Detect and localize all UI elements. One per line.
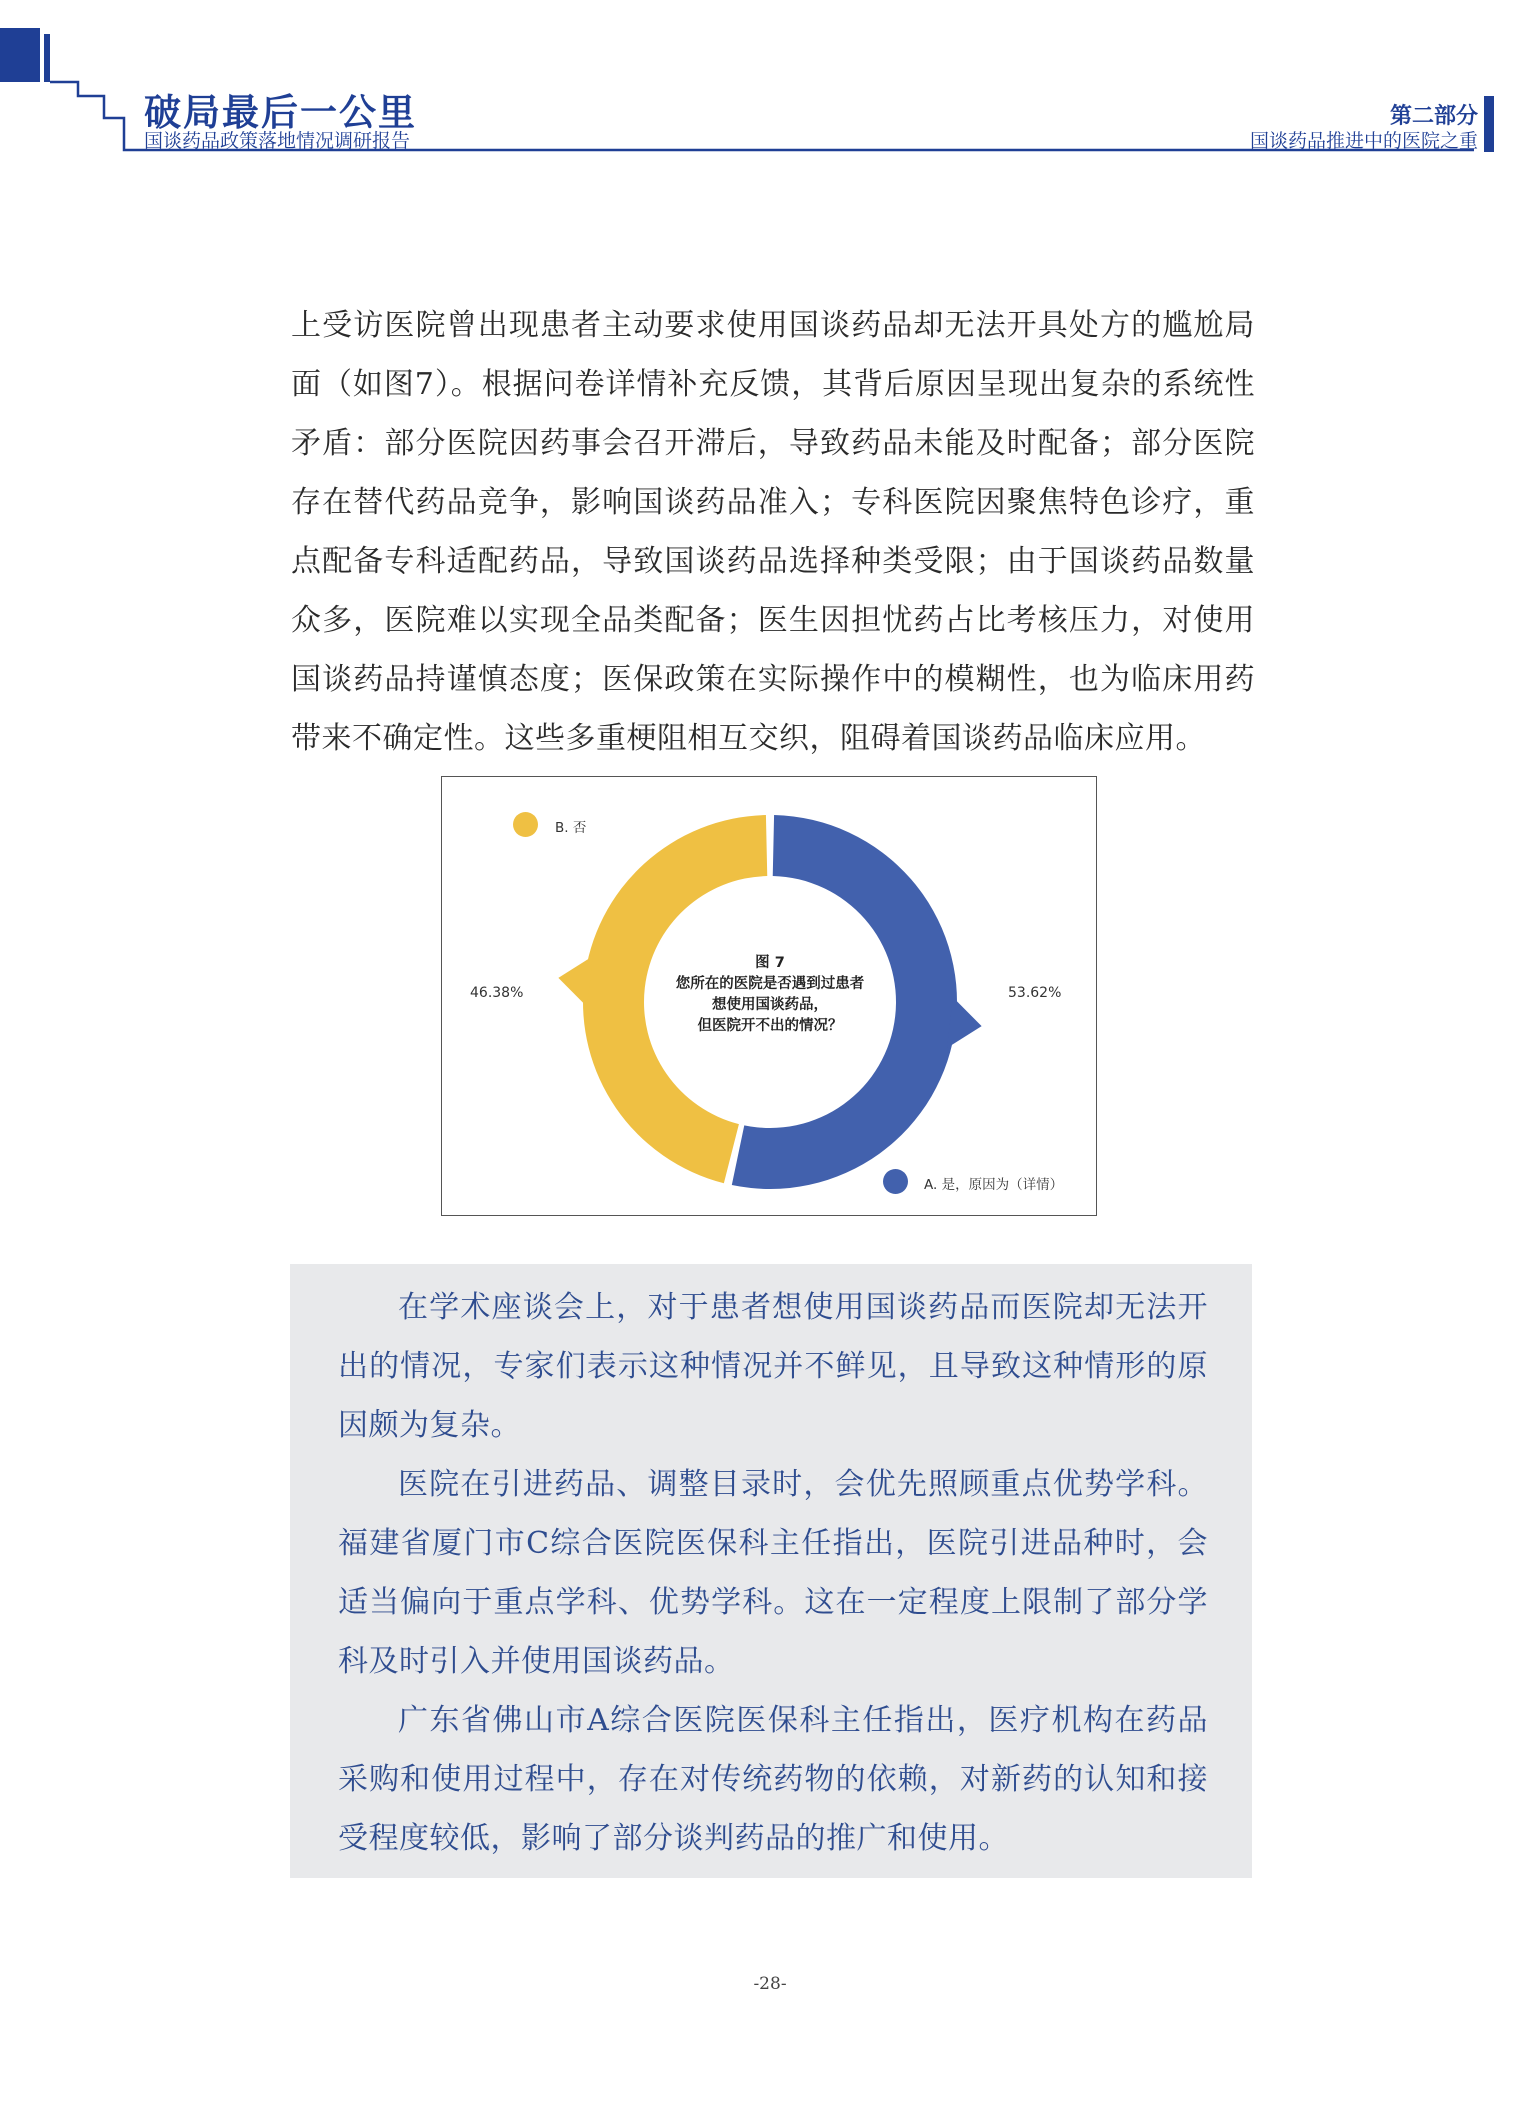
quote-paragraph-1: 在学术座谈会上，对于患者想使用国谈药品而医院却无法开出的情况，专家们表示这种情况并不鲜见，且导致这种情形的原因颇为复杂。 xyxy=(338,1290,1208,1443)
section-label: 国谈药品推进中的医院之重 xyxy=(1249,130,1478,152)
page-number: -28- xyxy=(753,1974,787,1994)
report-subtitle: 国谈药品政策落地情况调研报告 xyxy=(144,130,411,152)
corner-block xyxy=(0,28,40,82)
quote-paragraph-3: 广东省佛山市A综合医院医保科主任指出，医疗机构在药品采购和使用过程中，存在对传统药物的依赖，对新药的认知和接受程度较低，影响了部分谈判药品的推广和使用。 xyxy=(338,1703,1208,1856)
data-label-b: 46.38% xyxy=(470,985,524,1001)
legend-swatch-b xyxy=(513,812,538,837)
caption-line: 但医院开不出的情况？ xyxy=(697,1018,843,1034)
figure-caption xyxy=(640,953,900,1037)
header-right-bar xyxy=(1484,96,1494,152)
caption-line: 您所在的医院是否遇到过患者 xyxy=(675,976,865,992)
report-title: 破局最后一公里 xyxy=(144,91,417,134)
caption-number: 图 7 xyxy=(755,955,785,971)
slice-pointer-b xyxy=(558,956,592,1007)
legend-swatch-a xyxy=(883,1169,908,1194)
part-label: 第二部分 xyxy=(1389,104,1478,129)
data-label-a: 53.62% xyxy=(1008,985,1062,1001)
corner-bar xyxy=(44,34,50,82)
expert-comment-box xyxy=(290,1264,1252,1878)
page-header xyxy=(0,0,1540,160)
slice-pointer-a xyxy=(947,997,981,1048)
quote-paragraph-2: 医院在引进药品、调整目录时，会优先照顾重点优势学科。福建省厦门市C综合医院医保科主任指出，医院引进品种时，会适当偏向于重点学科、优势学科。这在一定程度上限制了部分学科及时引入并使用国谈药品。 xyxy=(338,1467,1208,1679)
legend-label-b: B. 否 xyxy=(555,820,587,836)
figure-7 xyxy=(441,776,1097,1216)
legend-label-a: A. 是，原因为（详情） xyxy=(924,1177,1064,1193)
body-paragraph: 上受访医院曾出现患者主动要求使用国谈药品却无法开具处方的尴尬局面（如图7）。根据问卷详情补充反馈，其背后原因呈现出复杂的系统性矛盾：部分医院因药事会召开滞后，导致药品未能及时配备；部分医院存在替代药品竞争，影响国谈药品准入；专科医院因聚焦特色诊疗，重点配备专科适配药品，导致国谈药品选择种类受限；由于国谈药品数量众多，医院难以实现全品类配备；医生因担忧药占比考核压力，对使用国谈药品持谨慎态度；医保政策在实际操作中的模糊性，也为临床用药带来不确定性。这些多重梗阻相互交织，阻碍着国谈药品临床应用。 xyxy=(291,308,1255,756)
caption-line: 想使用国谈药品， xyxy=(712,997,828,1013)
